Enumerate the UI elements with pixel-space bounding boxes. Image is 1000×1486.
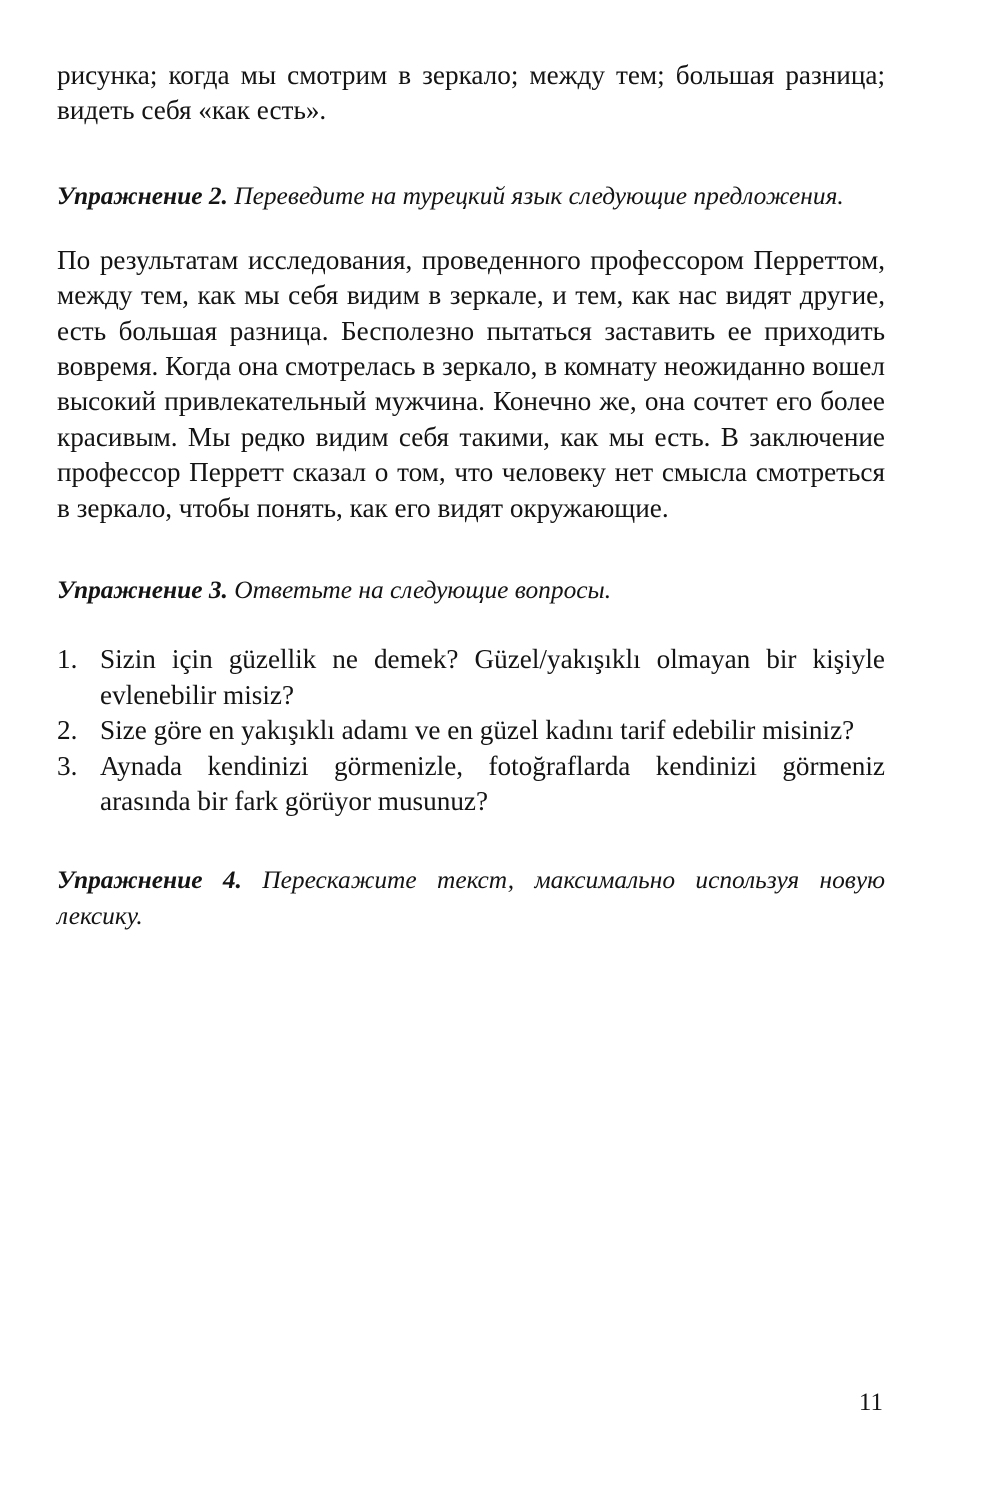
question-number: 2. xyxy=(57,715,78,746)
question-text: Aynada kendinizi görmenizle, fotoğraflarda kendinizi görmeniz arasında bir fark görüyor musunuz? xyxy=(100,750,885,817)
page-number: 11 xyxy=(858,1389,883,1416)
exercise-4-task: Перескажите текст, максимально используя новую лексику. xyxy=(57,866,885,931)
intro-text: рисунка; когда мы смотрим в зеркало; между тем; большая разница; видеть себя «как есть». xyxy=(57,60,885,126)
question-item xyxy=(57,749,885,820)
exercise-3-task: Ответьте на следующие вопросы. xyxy=(234,576,612,605)
exercise-2-task: Переведите на турецкий язык следующие предложения. xyxy=(234,181,844,210)
exercise-2-label: Упражнение 2. xyxy=(57,181,228,210)
page-content xyxy=(57,58,885,934)
question-list xyxy=(57,642,885,820)
question-item xyxy=(57,642,885,713)
exercise-3-label: Упражнение 3. xyxy=(57,576,228,605)
question-text: Sizin için güzellik ne demek? Güzel/yakışıklı olmayan bir kişiyle evlenebilir misiz? xyxy=(100,644,885,710)
exercise-4-heading xyxy=(57,862,885,934)
exercise-2-text: По результатам исследования, проведенного профессором Перреттом, между тем, как мы себя видим в зеркале, и тем, как нас видят другие, есть большая разница. Бесполезно пытаться заставить ее приходить вовремя. Когда она смотрелась в зеркало, в комнату неожиданно вошел высокий привлекательный мужчина. Конечно же, она сочтет его более красивым. Мы редко видим себя такими, как мы есть. В заключение профессор Перретт сказал о том, что человеку нет смысла смотреться в зеркало, чтобы понять, как его видят окружающие. xyxy=(57,244,885,523)
exercise-2-heading xyxy=(57,178,885,214)
question-item xyxy=(57,713,885,749)
question-text: Size göre en yakışıklı adamı ve en güzel kadını tarif edebilir misiniz? xyxy=(100,715,855,746)
exercise-3-heading xyxy=(57,572,885,608)
exercise-4-label: Упражнение 4. xyxy=(57,866,242,895)
question-number: 3. xyxy=(57,750,78,781)
question-number: 1. xyxy=(57,644,78,675)
